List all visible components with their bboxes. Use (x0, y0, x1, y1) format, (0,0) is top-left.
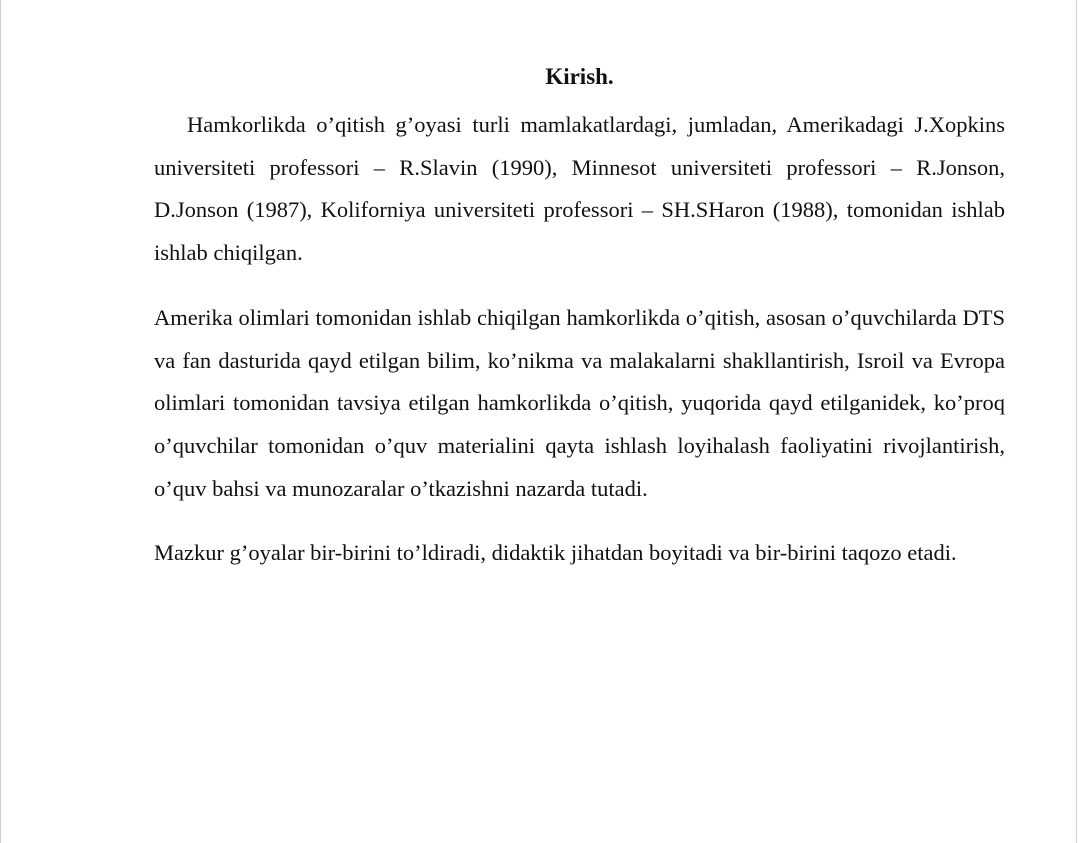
paragraph-3: Mazkur g’oyalar bir-birini to’ldiradi, didaktik jihatdan boyitadi va bir-birini taqozo etadi. (154, 540, 957, 566)
page-title: Kirish. (545, 64, 614, 89)
paragraph-1: Hamkorlikda o’qitish g’oyasi turli mamlakatlardagi, jumladan, Amerikadagi J.Xopkins universiteti professori – R.Slavin (1990), Minnesot universiteti professori – R.Jonson, D.Jonson (1987), Koliforniya universiteti professori – SH.SHaron (1988), tomonidan ishlab ishlab chiqilgan. (154, 112, 1005, 266)
paragraph-2: Amerika olimlari tomonidan ishlab chiqilgan hamkorlikda o’qitish, asosan o’quvchilarda DTS va fan dasturida qayd etilgan bilim, ko’nikma va malakalarni shakllantirish, Isroil va Evropa olimlari tomonidan tavsiya etilgan hamkorlikda o’qitish, yuqorida qayd etilganidek, ko’proq o’quvchilar tomonidan o’quv materialini qayta ishlash loyihalash faoliyatini rivojlantirish, o’quv bahsi va munozaralar o’tkazishni nazarda tutadi. (154, 304, 1005, 501)
document-body (154, 58, 1005, 597)
